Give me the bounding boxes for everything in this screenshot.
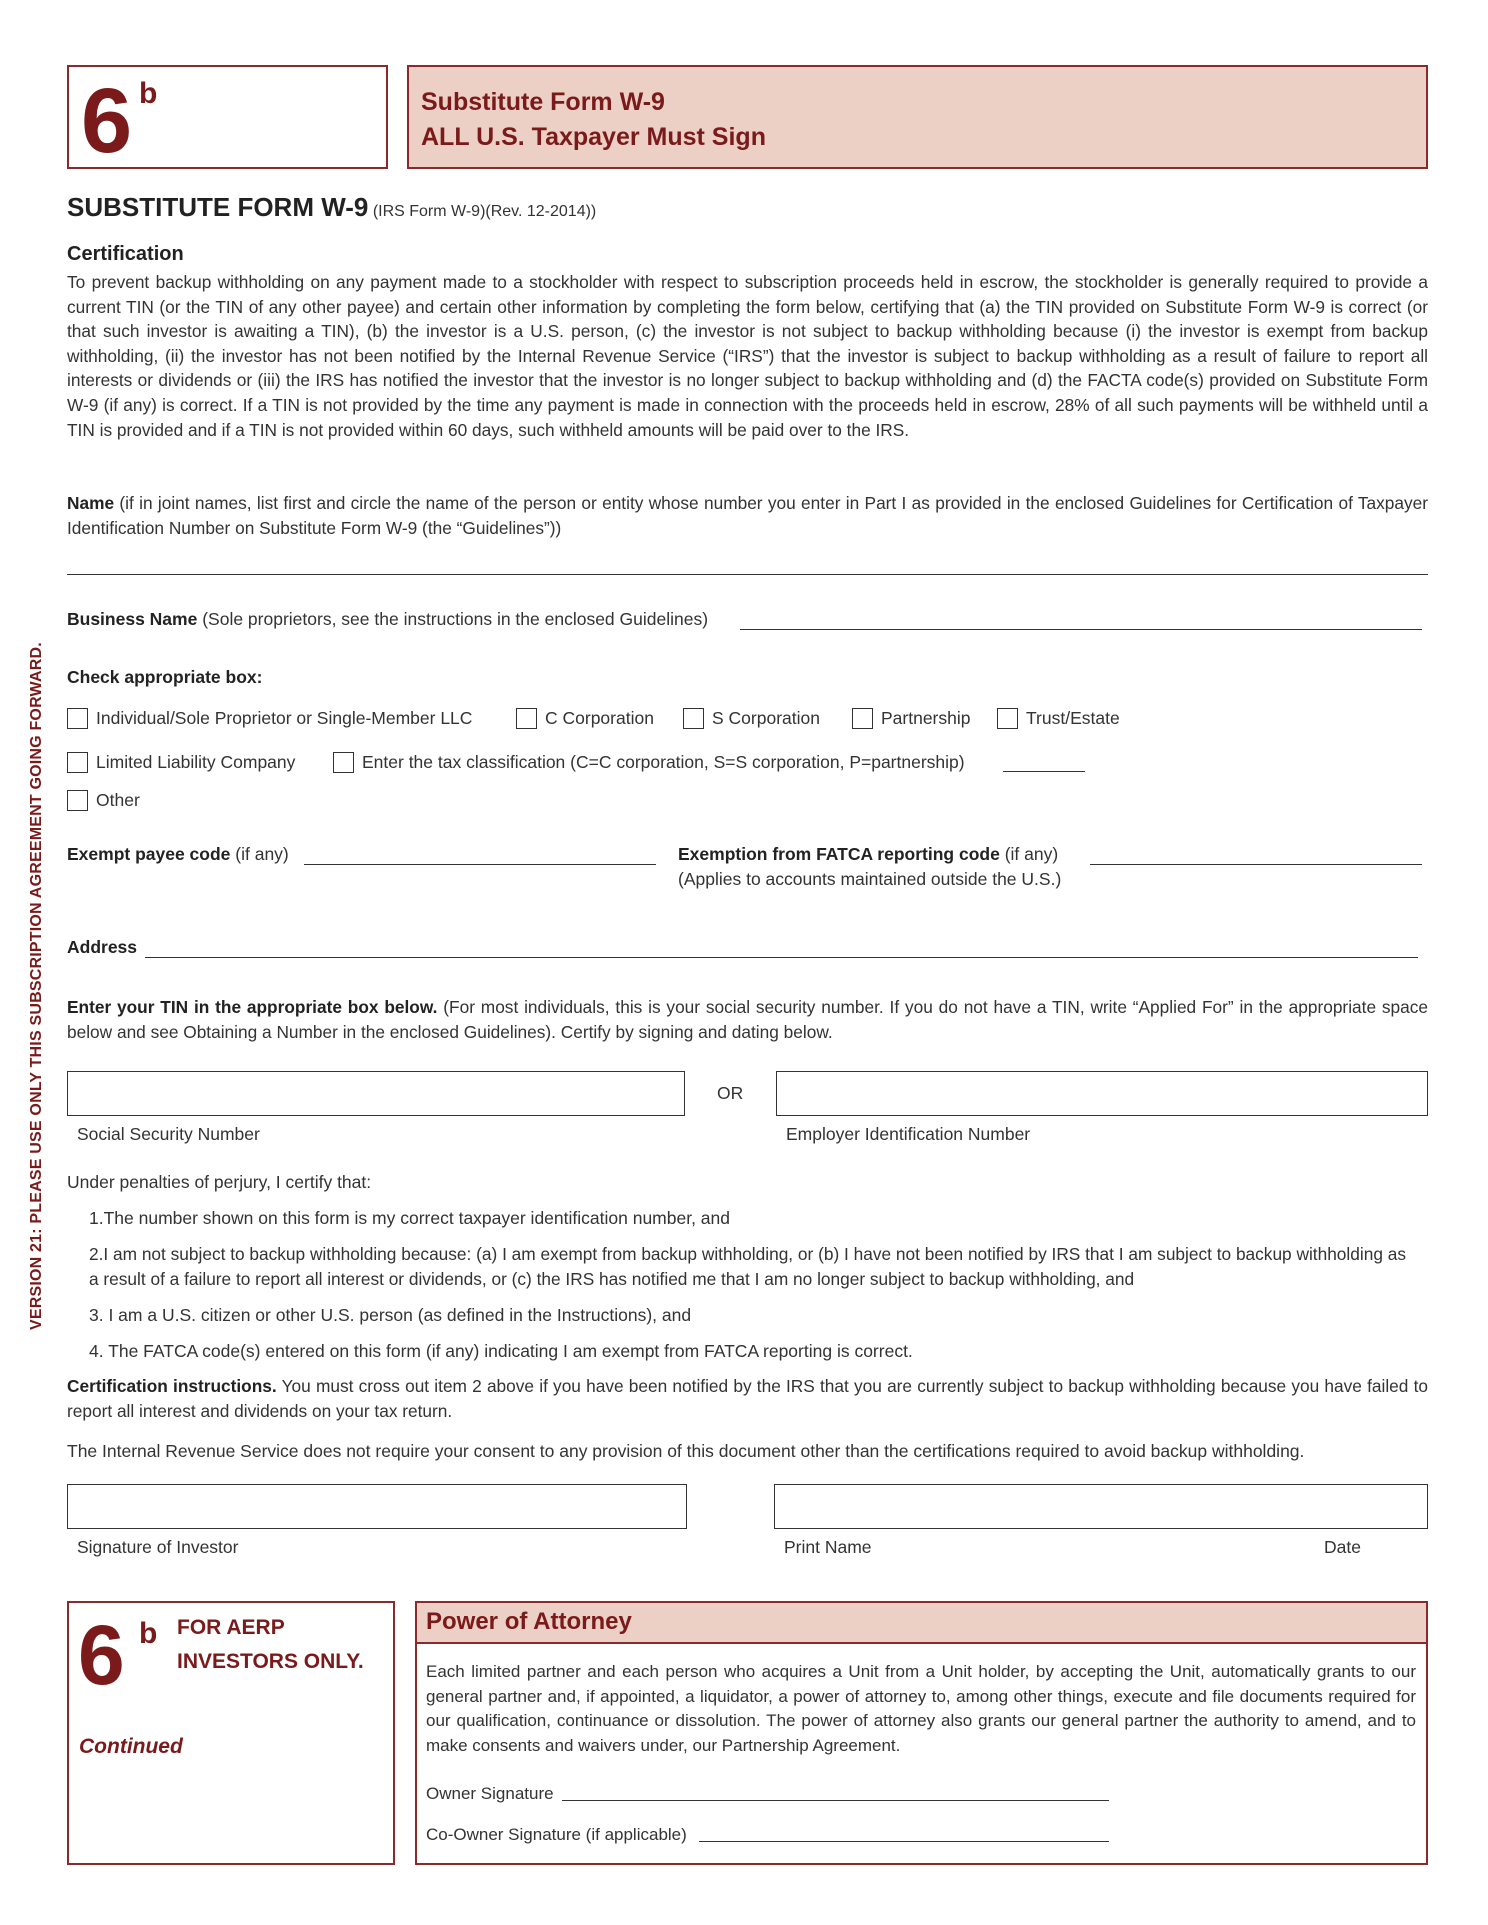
fatca-note: (if any) (1004, 844, 1059, 864)
print-name-input[interactable] (774, 1484, 1428, 1529)
investor-signature-label: Signature of Investor (77, 1537, 239, 1557)
individual-label: Individual/Sole Proprietor or Single-Member LLC (96, 708, 473, 728)
cert-instructions-lead: Certification instructions. (67, 1376, 277, 1396)
form-title (67, 192, 596, 223)
poa-box (415, 1601, 1428, 1865)
tin-lead: Enter your TIN in the appropriate box below. (67, 997, 438, 1017)
business-name-bold: Business Name (67, 609, 198, 629)
perjury-intro: Under penalties of perjury, I certify that: (67, 1172, 372, 1192)
poa-heading: Power of Attorney (426, 1608, 632, 1635)
cert-instructions-body: You must cross out item 2 above if you have been notified by the IRS that you are currently subject to backup withholding because you have failed to report all interest and dividends on your tax return. (67, 1376, 1428, 1421)
poa-owner-signature-line[interactable] (562, 1800, 1109, 1801)
form-title-main: SUBSTITUTE FORM W-9 (67, 192, 369, 222)
aerp-section-number: 6 (78, 1608, 125, 1702)
other-checkbox[interactable] (67, 790, 88, 811)
certification-body: To prevent backup withholding on any payment made to a stockholder with respect to subscription proceeds held in escrow, the stockholder is generally required to provide a current TIN (or the TIN of any other payee) and certain other information by completing the form below, certifying that (a) the TIN provided on Substitute Form W-9 is correct (or that such investor is awaiting a TIN), (b) the investor is a U.S. person, (c) the investor is not subject to backup withholding because (i) the investor is exempt from backup withholding, (ii) the investor has not been notified by the Internal Revenue Service (“IRS”) that the investor is subject to backup withholding as a result of failure to report all interests or dividends or (iii) the IRS has notified the investor that the investor is no longer subject to backup withholding and (d) the FACTA code(s) provided on Substitute Form W-9 (if any) is correct. If a TIN is not provided by the time any payment is made in connection with the proceeds held in escrow, 28% of all such payments will be withheld until a TIN is provided and if a TIN is not provided within 60 days, such withheld amounts will be paid over to the IRS. (67, 272, 1428, 440)
fatca-bold: Exemption from FATCA reporting code (678, 844, 1000, 864)
s-corp-label: S Corporation (712, 708, 820, 728)
poa-body: Each limited partner and each person who acquires a Unit from a Unit holder, by accepting the Unit, automatically grants to our general partner and, if appointed, a liquidator, a power of attorney to, among other things, execute and file documents required for our qualification, continuance or dissolution. The power of attorney also grants our general partner the authority to amend, and to make consents and waivers under, our Partnership Agreement. (426, 1662, 1416, 1756)
aerp-box (67, 1601, 395, 1865)
tax-class-label: Enter the tax classification (C=C corporation, S=S corporation, P=partnership) (362, 752, 965, 772)
section-letter: b (139, 77, 158, 110)
poa-coowner-signature-line[interactable] (699, 1841, 1109, 1842)
ein-input[interactable] (776, 1071, 1428, 1116)
fatca-sub-note: (Applies to accounts maintained outside the U.S.) (678, 869, 1062, 889)
date-label: Date (1324, 1537, 1361, 1557)
or-label: OR (717, 1083, 744, 1103)
perjury-item-2: 2.I am not subject to backup withholding because: (a) I am exempt from backup withholding, or (b) I have not been notified by IRS that I am subject to backup withholding as a result of a failure to report all interest or dividends, or (c) the IRS has notified me that I am no longer subject to backup withholding, and (89, 1244, 1406, 1289)
name-note: (if in joint names, list first and circle the name of the person or entity whose number you enter in Part I as provided in the enclosed Guidelines for Certification of Taxpayer Identification Number on Substitute Form W-9 (the “Guidelines”)) (67, 493, 1428, 538)
tin-body: (For most individuals, this is your social security number. If you do not have a TIN, write “Applied For” in the appropriate space below and see Obtaining a Number in the enclosed Guidelines). Certify by signing and dating below. (67, 997, 1428, 1042)
name-input-line[interactable] (67, 574, 1428, 575)
header-title-line2: ALL U.S. Taxpayer Must Sign (421, 123, 766, 151)
poa-coowner-signature-label: Co-Owner Signature (if applicable) (426, 1825, 687, 1844)
address-label: Address (67, 937, 138, 957)
version-side-note: VERSION 21: PLEASE USE ONLY THIS SUBSCRIPTION AGREEMENT GOING FORWARD. (28, 642, 45, 1330)
s-corp-checkbox[interactable] (683, 708, 704, 729)
name-label: Name (67, 493, 115, 513)
partnership-checkbox[interactable] (852, 708, 873, 729)
section-badge-box (67, 65, 388, 172)
fatca-input-line[interactable] (1090, 864, 1422, 865)
trust-checkbox[interactable] (997, 708, 1018, 729)
irs-note: The Internal Revenue Service does not require your consent to any provision of this document other than the certifications required to avoid backup withholding. (67, 1441, 1305, 1461)
aerp-section-letter: b (139, 1617, 158, 1650)
aerp-continued: Continued (79, 1735, 183, 1758)
business-name-label (67, 607, 708, 632)
poa-owner-signature-label: Owner Signature (426, 1784, 554, 1803)
form-title-sub: (IRS Form W-9)(Rev. 12-2014)) (372, 203, 597, 220)
perjury-item-4: 4. The FATCA code(s) entered on this form (if any) indicating I am exempt from FATCA reporting is correct. (89, 1341, 913, 1361)
llc-label: Limited Liability Company (96, 752, 296, 772)
ssn-label: Social Security Number (77, 1124, 260, 1144)
name-field-label (67, 491, 1428, 540)
exempt-payee-input-line[interactable] (304, 864, 656, 865)
c-corp-checkbox[interactable] (516, 708, 537, 729)
aerp-line1: FOR AERP (177, 1616, 285, 1639)
individual-checkbox[interactable] (67, 708, 88, 729)
fatca-label (678, 842, 1058, 867)
exempt-payee-bold: Exempt payee code (67, 844, 231, 864)
form-header-banner (407, 65, 1428, 169)
ein-label: Employer Identification Number (786, 1124, 1031, 1144)
aerp-line2: INVESTORS ONLY. (177, 1650, 364, 1673)
perjury-item-1: 1.The number shown on this form is my correct taxpayer identification number, and (89, 1208, 730, 1228)
partnership-label: Partnership (881, 708, 971, 728)
business-name-note: (Sole proprietors, see the instructions in the enclosed Guidelines) (202, 609, 709, 629)
address-input-line[interactable] (145, 957, 1418, 958)
exempt-payee-note: (if any) (235, 844, 289, 864)
poa-header (417, 1603, 1426, 1644)
business-name-input-line[interactable] (740, 629, 1422, 630)
exempt-payee-label (67, 842, 289, 867)
print-name-label: Print Name (784, 1537, 872, 1557)
tin-instructions (67, 995, 1428, 1044)
trust-label: Trust/Estate (1026, 708, 1120, 728)
ssn-input[interactable] (67, 1071, 685, 1116)
llc-checkbox[interactable] (67, 752, 88, 773)
other-label: Other (96, 790, 140, 810)
check-box-heading: Check appropriate box: (67, 667, 263, 687)
perjury-item-3: 3. I am a U.S. citizen or other U.S. person (as defined in the Instructions), and (89, 1305, 692, 1325)
header-title-line1: Substitute Form W-9 (421, 88, 665, 116)
tax-class-input-line[interactable] (1003, 771, 1085, 772)
certification-heading: Certification (67, 243, 184, 265)
investor-signature-input[interactable] (67, 1484, 687, 1529)
cert-instructions (67, 1374, 1428, 1423)
section-number: 6 (81, 70, 133, 172)
tax-class-checkbox[interactable] (333, 752, 354, 773)
c-corp-label: C Corporation (545, 708, 654, 728)
